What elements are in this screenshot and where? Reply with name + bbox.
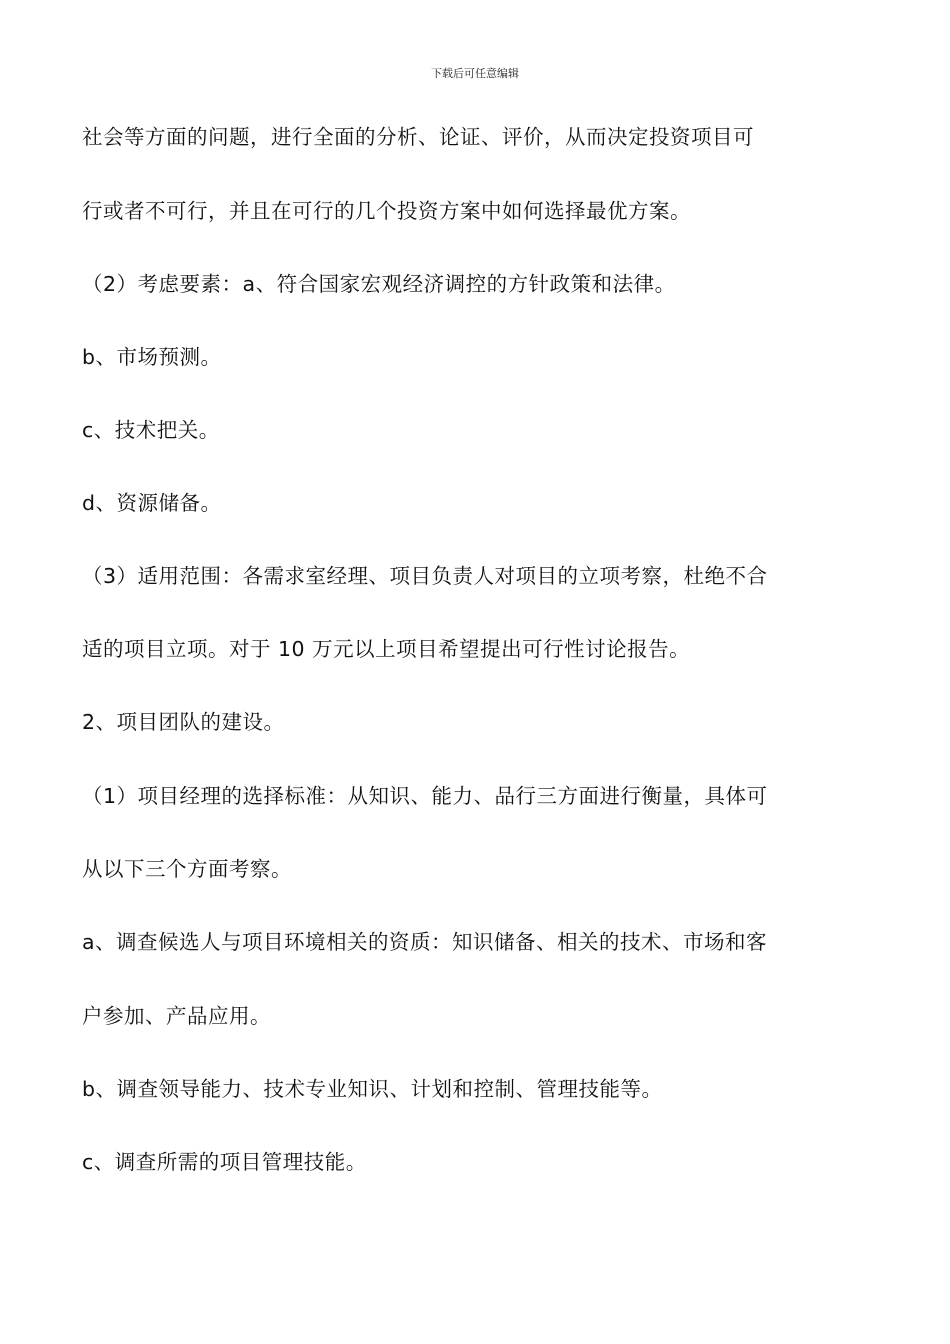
paragraph-line: c、调查所需的项目管理技能。	[82, 1150, 367, 1174]
paragraph-line: 2、项目团队的建设。	[82, 710, 285, 734]
paragraph-line: c、技术把关。	[82, 418, 220, 442]
paragraph-line: 行或者不可行，并且在可行的几个投资方案中如何选择最优方案。	[82, 199, 691, 223]
paragraph-line: b、调查领导能力、技术专业知识、计划和控制、管理技能等。	[82, 1077, 663, 1101]
paragraph-line: （2）考虑要素：a、符合国家宏观经济调控的方针政策和法律。	[82, 272, 676, 296]
paragraph-line: 户参加、产品应用。	[82, 1004, 271, 1028]
paragraph-line: 适的项目立项。对于 10 万元以上项目希望提出可行性讨论报告。	[82, 637, 691, 661]
paragraph-line: 社会等方面的问题，进行全面的分析、论证、评价，从而决定投资项目可	[82, 125, 754, 149]
paragraph-line: b、市场预测。	[82, 345, 222, 369]
paragraph-line: a、调查候选人与项目环境相关的资质：知识储备、相关的技术、市场和客	[82, 930, 768, 954]
paragraph-line: （3）适用范围：各需求室经理、项目负责人对项目的立项考察，杜绝不合	[82, 564, 768, 588]
paragraph-line: d、资源储备。	[82, 491, 222, 515]
paragraph-line: （1）项目经理的选择标准：从知识、能力、品行三方面进行衡量，具体可	[82, 784, 768, 808]
paragraph-line: 从以下三个方面考察。	[82, 857, 292, 881]
page-header: 下载后可任意编辑	[431, 67, 519, 80]
